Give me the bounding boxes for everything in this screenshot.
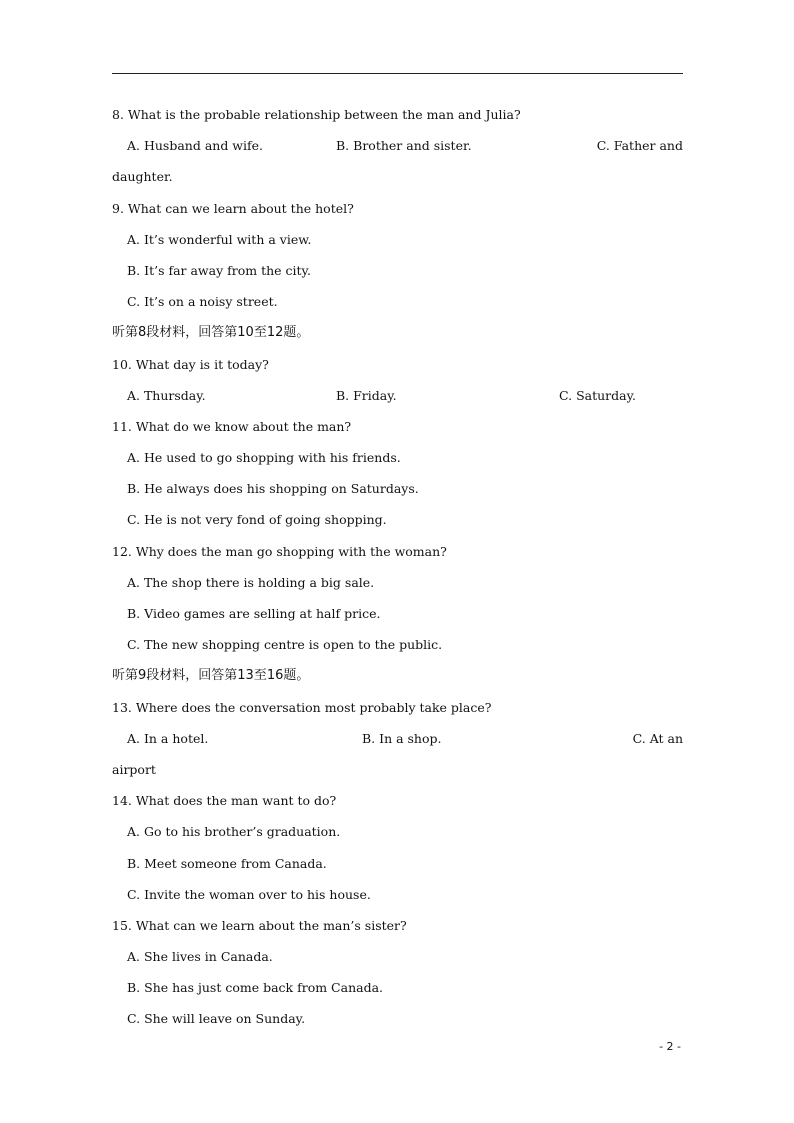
question-8-options — [112, 130, 683, 161]
question-12: 12. Why does the man go shopping with the woman? — [112, 543, 447, 559]
option-c: C. She will leave on Sunday. — [127, 1011, 306, 1027]
question-11: 11. What do we know about the man? — [112, 418, 352, 434]
option-c: C. He is not very fond of going shopping. — [127, 512, 387, 528]
option-c: C. It’s on a noisy street. — [127, 294, 278, 310]
section-instruction-8: 听第8段材料，回答第10至12题。 — [112, 325, 310, 341]
question-15: 15. What can we learn about the man’s sister? — [112, 917, 407, 933]
option-a: A. Go to his brother’s graduation. — [127, 824, 341, 840]
option-c: C. Saturday. — [559, 387, 636, 403]
option-b: B. Meet someone from Canada. — [127, 855, 327, 871]
option-c-continuation: daughter. — [112, 169, 173, 185]
option-a: A. She lives in Canada. — [127, 949, 273, 965]
question-13-options — [112, 723, 683, 754]
option-b: B. He always does his shopping on Saturdays. — [127, 481, 419, 497]
question-13: 13. Where does the conversation most probably take place? — [112, 699, 492, 715]
option-c: C. Father and — [596, 138, 683, 154]
question-14: 14. What does the man want to do? — [112, 793, 337, 809]
page-number: - 2 - — [659, 1040, 681, 1053]
option-b: B. In a shop. — [362, 730, 442, 746]
section-instruction-9: 听第9段材料，回答第13至16题。 — [112, 668, 310, 684]
option-a: A. The shop there is holding a big sale. — [127, 574, 375, 590]
option-c: C. At an — [632, 730, 683, 746]
option-a: A. He used to go shopping with his friends. — [127, 450, 401, 466]
header-rule — [112, 73, 683, 74]
question-10-options — [112, 380, 683, 411]
option-a: A. Thursday. — [127, 387, 206, 403]
option-c: C. The new shopping centre is open to the public. — [127, 637, 443, 653]
option-c-continuation: airport — [112, 761, 156, 777]
option-b: B. Friday. — [336, 387, 397, 403]
option-b: B. It’s far away from the city. — [127, 262, 311, 278]
option-a: A. In a hotel. — [127, 730, 209, 746]
question-9: 9. What can we learn about the hotel? — [112, 200, 354, 216]
option-a: A. Husband and wife. — [127, 138, 263, 154]
page-content — [112, 99, 683, 1035]
option-b: B. She has just come back from Canada. — [127, 980, 383, 996]
option-b: B. Brother and sister. — [336, 138, 472, 154]
question-8: 8. What is the probable relationship between the man and Julia? — [112, 107, 521, 122]
option-c: C. Invite the woman over to his house. — [127, 886, 371, 902]
option-a: A. It’s wonderful with a view. — [127, 231, 312, 247]
question-10: 10. What day is it today? — [112, 356, 269, 372]
option-b: B. Video games are selling at half price. — [127, 606, 381, 621]
